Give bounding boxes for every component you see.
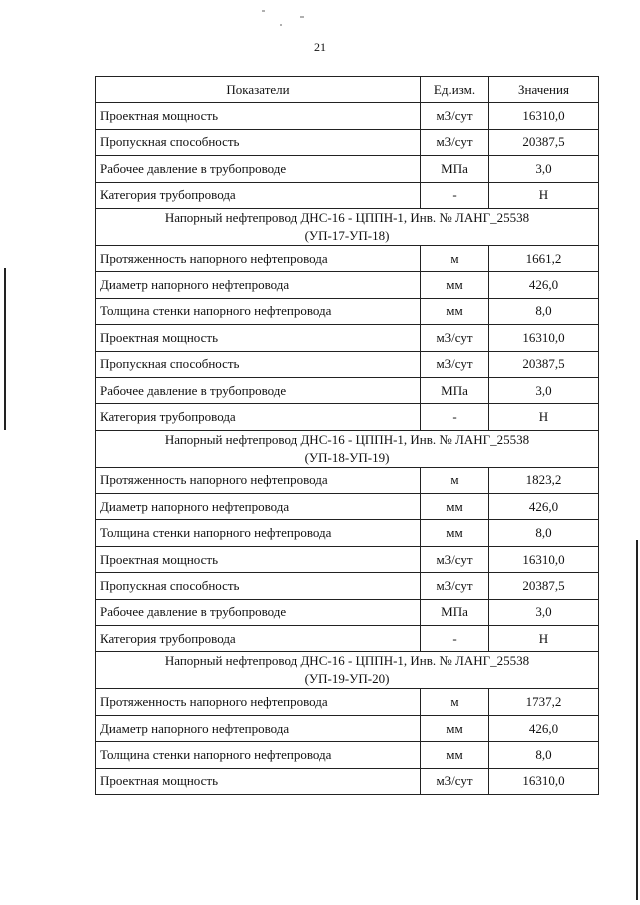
unit-cell: м3/сут	[421, 325, 489, 351]
table-row	[96, 546, 599, 572]
parameter-name-cell: Протяженность напорного нефтепровода	[96, 245, 421, 271]
value-cell: 1737,2	[489, 689, 599, 715]
table-row	[96, 494, 599, 520]
unit-cell: МПа	[421, 599, 489, 625]
unit-cell: м3/сут	[421, 103, 489, 129]
unit-cell: м	[421, 689, 489, 715]
value-cell: 8,0	[489, 742, 599, 768]
parameter-name-cell: Протяженность напорного нефтепровода	[96, 689, 421, 715]
scan-speck	[300, 16, 304, 18]
unit-cell: -	[421, 626, 489, 652]
unit-cell: -	[421, 404, 489, 430]
scan-edge-mark	[4, 268, 6, 430]
scan-speck	[262, 10, 265, 12]
scan-edge-mark	[636, 540, 638, 900]
value-cell: 426,0	[489, 494, 599, 520]
parameter-name-cell: Рабочее давление в трубопроводе	[96, 599, 421, 625]
table-row	[96, 742, 599, 768]
parameter-name-cell: Толщина стенки напорного нефтепровода	[96, 520, 421, 546]
parameter-name-cell: Пропускная способность	[96, 573, 421, 599]
value-cell: 16310,0	[489, 768, 599, 794]
value-cell: 20387,5	[489, 573, 599, 599]
table-row	[96, 599, 599, 625]
section-title-line: Напорный нефтепровод ДНС-16 - ЦППН-1, Инв. № ЛАНГ_25538	[164, 431, 530, 447]
unit-cell: м3/сут	[421, 129, 489, 155]
section-subtitle-line: (УП-17-УП-18)	[304, 227, 390, 243]
value-cell: 20387,5	[489, 351, 599, 377]
value-cell: 3,0	[489, 377, 599, 403]
unit-cell: мм	[421, 494, 489, 520]
table-row	[96, 467, 599, 493]
table-row	[96, 520, 599, 546]
unit-cell: м3/сут	[421, 546, 489, 572]
table-row	[96, 404, 599, 430]
table-row	[96, 626, 599, 652]
section-title	[96, 652, 599, 689]
section-title-line: Напорный нефтепровод ДНС-16 - ЦППН-1, Инв. № ЛАНГ_25538	[164, 209, 530, 225]
table-body	[96, 103, 599, 795]
value-cell: 426,0	[489, 715, 599, 741]
value-cell: 3,0	[489, 599, 599, 625]
table-row	[96, 715, 599, 741]
unit-cell: мм	[421, 742, 489, 768]
unit-cell: мм	[421, 298, 489, 324]
parameter-name-cell: Категория трубопровода	[96, 626, 421, 652]
unit-cell: м	[421, 467, 489, 493]
value-cell: Н	[489, 404, 599, 430]
parameter-name-cell: Рабочее давление в трубопроводе	[96, 377, 421, 403]
unit-cell: м3/сут	[421, 573, 489, 599]
section-title	[96, 430, 599, 467]
value-cell: Н	[489, 626, 599, 652]
value-cell: 1823,2	[489, 467, 599, 493]
parameter-name-cell: Категория трубопровода	[96, 182, 421, 208]
table-row	[96, 129, 599, 155]
value-cell: 1661,2	[489, 245, 599, 271]
parameter-name-cell: Толщина стенки напорного нефтепровода	[96, 298, 421, 324]
unit-cell: мм	[421, 520, 489, 546]
parameter-name-cell: Диаметр напорного нефтепровода	[96, 715, 421, 741]
parameter-name-cell: Категория трубопровода	[96, 404, 421, 430]
section-header-row	[96, 430, 599, 467]
table-row	[96, 298, 599, 324]
unit-cell: м3/сут	[421, 351, 489, 377]
parameters-table	[95, 76, 599, 795]
table-row	[96, 573, 599, 599]
value-cell: Н	[489, 182, 599, 208]
unit-cell: МПа	[421, 377, 489, 403]
value-cell: 8,0	[489, 520, 599, 546]
table-row	[96, 245, 599, 271]
section-title-line: Напорный нефтепровод ДНС-16 - ЦППН-1, Инв. № ЛАНГ_25538	[164, 653, 530, 669]
parameter-name-cell: Пропускная способность	[96, 129, 421, 155]
scan-speck	[280, 24, 282, 26]
parameter-name-cell: Проектная мощность	[96, 546, 421, 572]
table-row	[96, 103, 599, 129]
table-row	[96, 272, 599, 298]
unit-cell: мм	[421, 715, 489, 741]
parameter-name-cell: Пропускная способность	[96, 351, 421, 377]
value-cell: 16310,0	[489, 103, 599, 129]
table-row	[96, 377, 599, 403]
value-cell: 16310,0	[489, 325, 599, 351]
section-subtitle-line: (УП-18-УП-19)	[304, 449, 390, 465]
parameter-name-cell: Проектная мощность	[96, 325, 421, 351]
section-subtitle-line: (УП-19-УП-20)	[304, 671, 390, 687]
parameter-name-cell: Толщина стенки напорного нефтепровода	[96, 742, 421, 768]
parameter-name-cell: Рабочее давление в трубопроводе	[96, 156, 421, 182]
unit-cell: м3/сут	[421, 768, 489, 794]
table-row	[96, 689, 599, 715]
unit-cell: -	[421, 182, 489, 208]
table-row	[96, 351, 599, 377]
value-cell: 20387,5	[489, 129, 599, 155]
page-number: 21	[314, 40, 326, 54]
table-row	[96, 768, 599, 794]
table-row	[96, 325, 599, 351]
value-cell: 8,0	[489, 298, 599, 324]
parameter-name-cell: Проектная мощность	[96, 103, 421, 129]
parameter-name-cell: Проектная мощность	[96, 768, 421, 794]
table-row	[96, 182, 599, 208]
unit-cell: МПа	[421, 156, 489, 182]
parameter-name-cell: Диаметр напорного нефтепровода	[96, 494, 421, 520]
unit-cell: м	[421, 245, 489, 271]
table-row	[96, 156, 599, 182]
header-unit: Ед.изм.	[421, 77, 489, 103]
section-header-row	[96, 208, 599, 245]
parameter-name-cell: Протяженность напорного нефтепровода	[96, 467, 421, 493]
section-header-row	[96, 652, 599, 689]
header-values: Значения	[489, 77, 599, 103]
table-header-row	[96, 77, 599, 103]
unit-cell: мм	[421, 272, 489, 298]
value-cell: 3,0	[489, 156, 599, 182]
parameter-name-cell: Диаметр напорного нефтепровода	[96, 272, 421, 298]
value-cell: 426,0	[489, 272, 599, 298]
value-cell: 16310,0	[489, 546, 599, 572]
header-indicators: Показатели	[96, 77, 421, 103]
section-title	[96, 208, 599, 245]
